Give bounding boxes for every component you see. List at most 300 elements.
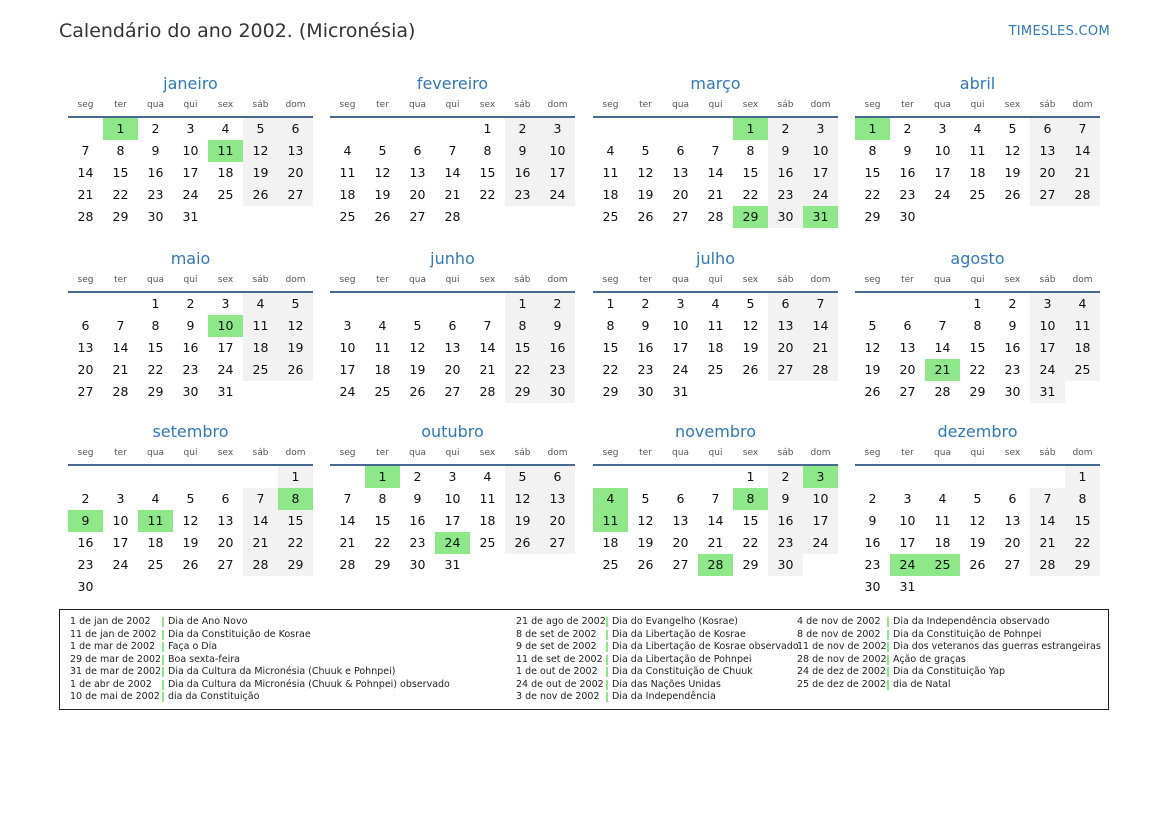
weekday-label: sáb [514,100,531,110]
holiday-day-cell: 24 [890,554,925,576]
day-cell: 5 [868,318,877,333]
day-cell: 17 [803,162,838,184]
day-cell: 15 [742,165,759,180]
weekday-label: sex [742,275,759,285]
day-cell: 11 [707,318,724,333]
empty-cell [1030,466,1065,488]
day-cell: 22 [374,535,391,550]
holiday-day-cell: 4 [593,488,628,510]
day-cell: 6 [278,118,313,140]
month-setembro [68,420,313,598]
day-cell: 17 [803,510,838,532]
day-cell: 11 [243,315,278,337]
holiday-name: Dia das Nações Unidas [612,678,721,690]
day-cell: 15 [278,510,313,532]
day-cell: 9 [186,318,195,333]
day-cell: 26 [637,557,654,572]
day-cell: 24 [1030,359,1065,381]
holiday-day-cell: 3 [803,466,838,488]
day-cell: 5 [973,491,982,506]
day-cell: 6 [413,143,422,158]
holiday-name: Dia da Constituição de Pohnpei [893,628,1042,640]
weekday-label: dom [285,100,306,110]
day-cell: 16 [1004,340,1021,355]
day-cell: 3 [903,491,912,506]
day-cell: 16 [864,535,881,550]
weekday-label: ter [901,275,914,285]
weekday-label: ter [114,275,127,285]
day-cell: 1 [1065,466,1100,488]
day-cell: 24 [540,184,575,206]
day-cell: 8 [1065,488,1100,510]
day-cell: 18 [1065,337,1100,359]
weekday-label: sex [1004,275,1021,285]
day-cell: 26 [278,359,313,381]
day-cell: 7 [1030,488,1065,510]
day-cell: 22 [864,187,881,202]
weekday-label: seg [77,448,94,458]
day-cell: 25 [707,362,724,377]
day-cell: 28 [1030,554,1065,576]
day-cell: 20 [278,162,313,184]
day-cell: 29 [112,209,129,224]
day-cell: 24 [182,187,199,202]
weekday-label: sex [742,100,759,110]
holiday-date: 11 de set de 2002 [516,653,603,665]
day-cell: 14 [339,513,356,528]
day-cell: 25 [374,384,391,399]
day-cell: 30 [899,209,916,224]
weekday-label: sex [1004,448,1021,458]
weekday-label: sex [217,275,234,285]
empty-cell [855,466,890,488]
weekday-label: seg [339,448,356,458]
day-cell: 12 [637,165,654,180]
empty-cell [628,118,663,140]
holiday-name: Dia da Libertação de Pohnpei [612,653,752,665]
empty-cell [925,293,960,315]
day-cell: 3 [116,491,125,506]
weekday-label: sex [1004,100,1021,110]
day-cell: 17 [899,535,916,550]
day-cell: 18 [217,165,234,180]
day-cell: 27 [768,359,803,381]
day-cell: 29 [147,384,164,399]
day-cell: 11 [374,340,391,355]
day-cell: 20 [1030,162,1065,184]
month-name: maio [170,249,211,268]
legend-row [797,641,1101,654]
day-cell: 28 [803,359,838,381]
day-cell: 26 [1004,187,1021,202]
weekday-label: qua [934,275,951,285]
day-cell: 4 [151,491,160,506]
day-grid [330,293,575,403]
day-cell: 11 [1065,315,1100,337]
month-name: julho [696,249,735,268]
weekday-label: sáb [1039,275,1056,285]
day-cell: 15 [479,165,496,180]
day-cell: 8 [746,143,755,158]
day-cell: 28 [444,209,461,224]
day-cell: 1 [278,466,313,488]
day-cell: 4 [711,296,720,311]
holiday-day-cell: 1 [365,466,400,488]
month-janeiro [68,72,313,228]
weekday-label: qui [183,275,198,285]
holiday-date: 1 de out de 2002 [516,666,598,677]
holiday-date: 8 de set de 2002 [516,628,597,640]
holiday-name: Dia da Constituição de Chuuk [612,666,753,677]
legend-row [70,666,396,679]
weekday-label: sáb [514,275,531,285]
month-name: agosto [950,249,1005,268]
empty-cell [663,466,698,488]
day-cell: 20 [409,187,426,202]
day-cell: 13 [444,340,461,355]
holiday-name: Dia da Constituição Yap [893,666,1006,677]
day-cell: 14 [707,165,724,180]
holiday-day-cell: 1 [855,118,890,140]
holiday-date: 3 de nov de 2002 [516,691,600,702]
day-cell: 23 [768,184,803,206]
day-cell: 25 [1065,359,1100,381]
day-cell: 12 [278,315,313,337]
month-outubro [330,420,575,576]
day-cell: 28 [339,557,356,572]
day-cell: 2 [868,491,877,506]
day-cell: 22 [742,535,759,550]
day-cell: 29 [742,557,759,572]
day-cell: 30 [182,384,199,399]
day-cell: 18 [602,535,619,550]
day-cell: 23 [409,535,426,550]
day-cell: 5 [505,466,540,488]
day-cell: 14 [243,510,278,532]
empty-cell [103,293,138,315]
day-cell: 12 [969,513,986,528]
month-name: novembro [675,422,756,441]
day-cell: 9 [903,143,912,158]
day-cell: 23 [1004,362,1021,377]
day-cell: 1 [973,296,982,311]
legend-row [797,628,1042,642]
day-cell: 10 [672,318,689,333]
weekday-label: qua [672,100,689,110]
weekday-label: sex [479,448,496,458]
holiday-date: 10 de mai de 2002 [70,691,160,702]
day-cell: 9 [641,318,650,333]
holiday-date: 1 de abr de 2002 [70,678,152,690]
day-cell: 11 [934,513,951,528]
day-cell: 7 [711,143,720,158]
day-cell: 28 [77,209,94,224]
day-cell: 3 [343,318,352,333]
legend-row [797,666,1006,679]
day-cell: 28 [479,384,496,399]
day-cell: 21 [243,532,278,554]
day-cell: 23 [768,532,803,554]
day-cell: 7 [116,318,125,333]
day-cell: 23 [182,362,199,377]
day-cell: 17 [112,535,129,550]
weekday-label: seg [339,275,356,285]
weekday-label: qua [409,100,426,110]
day-cell: 14 [444,165,461,180]
weekday-label: qui [708,275,723,285]
weekday-label: qui [445,448,460,458]
holiday-date: 1 de mar de 2002 [70,641,156,652]
day-cell: 16 [768,162,803,184]
day-cell: 1 [483,121,492,136]
month-dezembro [855,420,1100,598]
legend-row [516,628,746,642]
weekday-label: ter [376,100,389,110]
day-cell: 30 [637,384,654,399]
day-cell: 20 [899,362,916,377]
months-grid [68,72,1102,602]
weekday-header [593,96,838,118]
day-cell: 20 [77,362,94,377]
day-cell: 30 [1004,384,1021,399]
day-cell: 13 [1004,513,1021,528]
day-cell: 25 [339,209,356,224]
day-cell: 5 [641,491,650,506]
day-cell: 27 [217,557,234,572]
day-cell: 7 [711,491,720,506]
weekday-label: qua [672,275,689,285]
day-cell: 18 [147,535,164,550]
day-cell: 6 [221,491,230,506]
day-cell: 12 [243,140,278,162]
day-cell: 10 [444,491,461,506]
day-cell: 4 [606,143,615,158]
day-cell: 23 [77,557,94,572]
day-cell: 8 [151,318,160,333]
day-cell: 5 [186,491,195,506]
day-cell: 30 [864,579,881,594]
day-cell: 24 [672,362,689,377]
holiday-name: Boa sexta-feira [168,653,240,665]
day-cell: 9 [768,488,803,510]
day-grid [330,466,575,576]
day-cell: 20 [1004,535,1021,550]
empty-cell [68,293,103,315]
weekday-label: dom [285,275,306,285]
day-cell: 23 [147,187,164,202]
holiday-name: Dia da Libertação de Kosrae [612,628,746,640]
day-cell: 10 [540,140,575,162]
day-cell: 10 [112,513,129,528]
holiday-day-cell: 8 [733,488,768,510]
month-name: outubro [421,422,484,441]
weekday-label: seg [77,100,94,110]
day-cell: 16 [637,340,654,355]
day-cell: 13 [540,488,575,510]
day-cell: 29 [969,384,986,399]
day-cell: 27 [540,532,575,554]
holiday-date: 29 de mar de 2002 [70,653,162,665]
day-cell: 1 [151,296,160,311]
day-cell: 3 [938,121,947,136]
day-cell: 19 [637,187,654,202]
empty-cell [593,466,628,488]
weekday-label: qua [409,448,426,458]
day-cell: 12 [182,513,199,528]
day-cell: 19 [505,510,540,532]
day-cell: 17 [339,362,356,377]
holiday-date: 11 de jan de 2002 [70,628,157,640]
day-cell: 23 [540,359,575,381]
day-grid [68,466,313,598]
day-cell: 27 [409,209,426,224]
day-cell: 21 [707,187,724,202]
day-cell: 20 [217,535,234,550]
day-cell: 21 [339,535,356,550]
day-cell: 19 [278,337,313,359]
weekday-label: seg [77,275,94,285]
day-cell: 17 [540,162,575,184]
day-cell: 19 [637,535,654,550]
legend-row [516,616,738,629]
day-cell: 2 [81,491,90,506]
day-cell: 17 [182,165,199,180]
empty-cell [890,466,925,488]
day-cell: 4 [938,491,947,506]
empty-cell [663,118,698,140]
day-cell: 12 [374,165,391,180]
month-name: março [690,74,741,93]
day-cell: 10 [934,143,951,158]
weekday-label: qui [970,448,985,458]
day-cell: 7 [343,491,352,506]
day-cell: 3 [676,296,685,311]
day-cell: 13 [409,165,426,180]
day-cell: 22 [1065,532,1100,554]
day-cell: 28 [707,209,724,224]
month-novembro [593,420,838,576]
day-cell: 5 [746,296,755,311]
holiday-day-cell: 11 [593,510,628,532]
legend-row [70,641,218,654]
weekday-label: qui [183,448,198,458]
day-cell: 24 [217,362,234,377]
day-cell: 23 [505,184,540,206]
day-cell: 20 [540,510,575,532]
holiday-day-cell: 8 [278,488,313,510]
day-grid [855,293,1100,403]
day-cell: 26 [243,184,278,206]
empty-cell [628,466,663,488]
day-cell: 15 [505,337,540,359]
day-cell: 16 [182,340,199,355]
weekday-label: dom [547,448,568,458]
day-cell: 22 [969,362,986,377]
empty-cell [855,293,890,315]
day-cell: 22 [278,532,313,554]
day-cell: 19 [1004,165,1021,180]
legend-row [70,616,248,629]
day-cell: 24 [339,384,356,399]
weekday-label: ter [376,275,389,285]
day-cell: 27 [444,384,461,399]
empty-cell [68,118,103,140]
day-cell: 10 [803,140,838,162]
weekday-header [330,444,575,466]
month-name: janeiro [163,74,218,93]
day-cell: 3 [1030,293,1065,315]
weekday-label: sáb [252,275,269,285]
day-grid [330,118,575,228]
holiday-day-cell: 29 [733,206,768,228]
day-cell: 15 [969,340,986,355]
month-name: dezembro [937,422,1018,441]
day-cell: 23 [864,557,881,572]
holiday-day-cell: 9 [68,510,103,532]
weekday-header [68,444,313,466]
day-cell: 2 [641,296,650,311]
day-cell: 29 [374,557,391,572]
holiday-date: 11 de nov de 2002 [797,641,887,652]
empty-cell [470,293,505,315]
month-julho [593,247,838,403]
day-cell: 1 [746,469,755,484]
empty-cell [960,466,995,488]
empty-cell [330,293,365,315]
empty-cell [173,466,208,488]
legend-row [516,678,721,692]
month-name: junho [430,249,475,268]
day-cell: 10 [899,513,916,528]
day-cell: 8 [868,143,877,158]
site-logo-text[interactable]: TIMESLES.COM [1008,24,1110,39]
day-cell: 13 [217,513,234,528]
day-cell: 15 [742,513,759,528]
day-cell: 14 [112,340,129,355]
weekday-header [855,96,1100,118]
legend-row [516,641,799,654]
empty-cell [365,118,400,140]
day-cell: 7 [448,143,457,158]
day-cell: 28 [934,384,951,399]
day-cell: 28 [112,384,129,399]
holiday-date: 9 de set de 2002 [516,641,597,652]
empty-cell [435,118,470,140]
day-cell: 10 [339,340,356,355]
day-cell: 16 [899,165,916,180]
day-cell: 11 [339,165,356,180]
day-cell: 6 [676,143,685,158]
day-cell: 21 [479,362,496,377]
day-cell: 14 [934,340,951,355]
weekday-label: ter [376,448,389,458]
day-cell: 17 [444,513,461,528]
month-março [593,72,838,228]
day-cell: 27 [672,557,689,572]
day-cell: 27 [672,209,689,224]
holiday-name: Dia da Constituição de Kosrae [168,628,311,640]
weekday-label: qui [445,100,460,110]
month-name: abril [959,74,996,93]
day-cell: 21 [1030,532,1065,554]
day-grid [593,466,838,576]
day-cell: 11 [969,143,986,158]
weekday-label: dom [1072,275,1093,285]
weekday-label: seg [864,100,881,110]
day-cell: 17 [672,340,689,355]
holiday-name: Dia da Cultura da Micronésia (Chuuk & Pohnpei) observado [168,678,450,690]
day-cell: 16 [147,165,164,180]
